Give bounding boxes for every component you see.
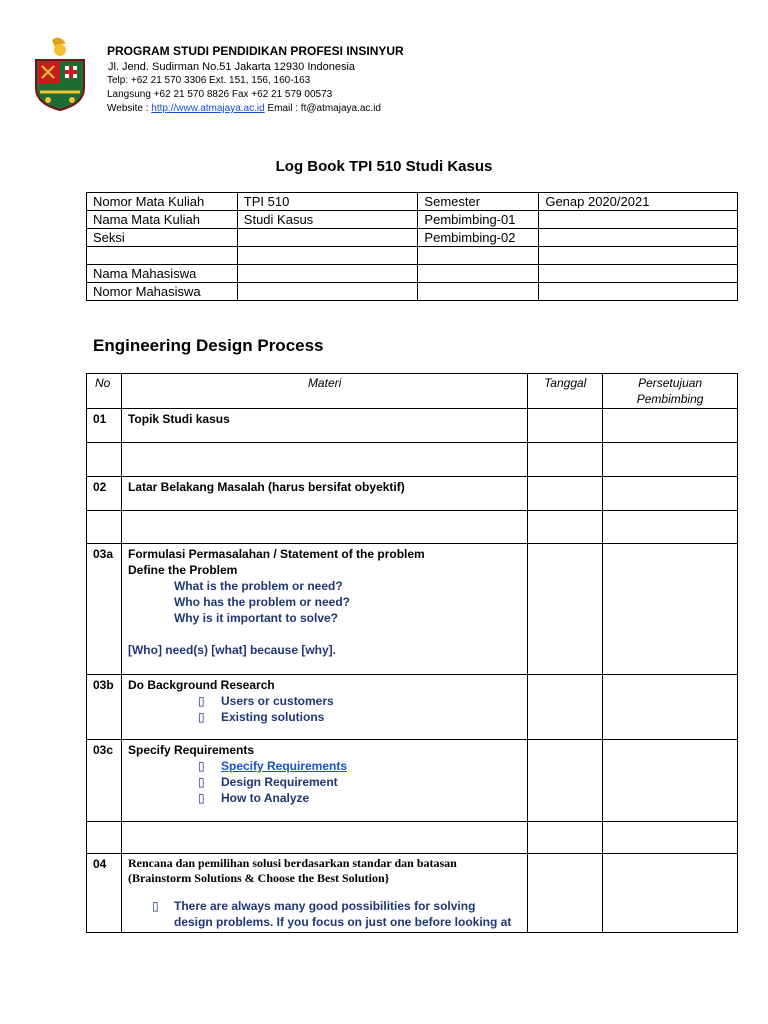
tanggal-cell[interactable] [528, 477, 603, 511]
course-info-table [86, 192, 738, 301]
letterhead [107, 44, 404, 116]
list-item: ▯ Users or customers [197, 694, 334, 708]
website-link[interactable]: http://www.atmajaya.ac.id [151, 103, 265, 114]
table-cell [418, 283, 539, 301]
website-label: Website : [107, 103, 149, 114]
table-header-row [87, 374, 738, 409]
row-materi [121, 544, 527, 675]
row-number: 02 [87, 477, 122, 511]
approval-cell[interactable] [603, 822, 738, 854]
list-item: ▯ There are always many good possibilities for solving [151, 899, 476, 913]
telp: Telp: +62 21 570 3306 Ext. 151, 156, 160-163 [107, 75, 311, 86]
row-materi[interactable] [121, 511, 527, 544]
define-problem-title: Define the Problem [127, 563, 238, 577]
row-materi[interactable] [121, 822, 527, 854]
tanggal-cell[interactable] [528, 511, 603, 544]
table-cell: Nomor Mahasiswa [87, 283, 238, 301]
table-row [87, 283, 738, 301]
row-number [87, 511, 122, 544]
table-cell: Nama Mata Kuliah [87, 211, 238, 229]
document-title: Log Book TPI 510 Studi Kasus [275, 158, 493, 175]
row-number: 03c [87, 740, 122, 822]
section-title: Engineering Design Process [93, 336, 324, 355]
specify-requirements-link[interactable]: Specify Requirements [220, 759, 348, 773]
row-number: 03b [87, 675, 122, 740]
table-cell [237, 229, 418, 247]
table-row [87, 211, 738, 229]
email: Email : ft@atmajaya.ac.id [267, 103, 381, 114]
table-row [87, 409, 738, 443]
row-materi [121, 854, 527, 933]
solution-plan-title: Rencana dan pemilihan solusi berdasarkan standar dan batasan [127, 856, 457, 870]
question-3: Why is it important to solve? [173, 611, 338, 625]
row-materi[interactable] [121, 443, 527, 477]
table-row [87, 247, 738, 265]
row-materi: Latar Belakang Masalah (harus bersifat obyektif) [121, 477, 527, 511]
tanggal-cell[interactable] [528, 544, 603, 675]
table-cell: Seksi [87, 229, 238, 247]
square-bullet-icon: ▯ [197, 710, 205, 724]
table-cell [237, 247, 418, 265]
approval-cell[interactable] [603, 544, 738, 675]
list-item: ▯ Design Requirement [197, 775, 338, 789]
col-header-tanggal: Tanggal [528, 374, 603, 409]
table-row [87, 443, 738, 477]
approval-cell[interactable] [603, 409, 738, 443]
table-cell [418, 265, 539, 283]
background-research-title: Do Background Research [127, 678, 275, 692]
org-name: PROGRAM STUDI PENDIDIKAN PROFESI INSINYUR [107, 44, 404, 58]
table-cell: Pembimbing-02 [418, 229, 539, 247]
table-cell: Nomor Mata Kuliah [87, 193, 238, 211]
table-row [87, 544, 738, 675]
table-cell: Genap 2020/2021 [539, 193, 738, 211]
approval-cell[interactable] [603, 740, 738, 822]
table-row [87, 675, 738, 740]
square-bullet-icon: ▯ [197, 759, 205, 773]
bullet-continuation: design problems. If you focus on just one before looking at [173, 915, 512, 929]
tanggal-cell[interactable] [528, 822, 603, 854]
square-bullet-icon: ▯ [197, 775, 205, 789]
table-cell [539, 247, 738, 265]
tanggal-cell[interactable] [528, 675, 603, 740]
approval-cell[interactable] [603, 675, 738, 740]
langsung: Langsung +62 21 570 8826 Fax +62 21 579 00573 [107, 89, 333, 100]
table-cell [418, 247, 539, 265]
question-1: What is the problem or need? [173, 579, 343, 593]
tanggal-cell[interactable] [528, 854, 603, 933]
table-row [87, 193, 738, 211]
brainstorm-title: (Brainstorm Solutions & Choose the Best Solution} [127, 871, 390, 885]
col-header-no: No [87, 374, 122, 409]
tanggal-cell[interactable] [528, 409, 603, 443]
col-header-materi: Materi [121, 374, 527, 409]
row-materi [121, 740, 527, 822]
list-item: ▯ How to Analyze [197, 791, 310, 805]
approval-cell[interactable] [603, 854, 738, 933]
problem-formula: [Who] need(s) [what] because [why]. [127, 643, 336, 657]
tanggal-cell[interactable] [528, 443, 603, 477]
table-cell: Studi Kasus [237, 211, 418, 229]
address: Jl. Jend. Sudirman No.51 Jakarta 12930 Indonesia [108, 61, 356, 73]
table-row [87, 265, 738, 283]
table-cell [539, 283, 738, 301]
table-cell: Semester [418, 193, 539, 211]
website-line [107, 102, 404, 116]
tanggal-cell[interactable] [528, 740, 603, 822]
approval-cell[interactable] [603, 443, 738, 477]
col-header-persetujuan: Persetujuan Pembimbing [603, 374, 738, 409]
row-number: 01 [87, 409, 122, 443]
square-bullet-icon: ▯ [197, 791, 205, 805]
table-cell: Pembimbing-01 [418, 211, 539, 229]
list-item [128, 758, 521, 774]
row-materi: Topik Studi kasus [121, 409, 527, 443]
table-row [87, 477, 738, 511]
university-crest-logo [32, 36, 88, 112]
specify-requirements-title: Specify Requirements [127, 743, 255, 757]
row-number [87, 822, 122, 854]
square-bullet-icon: ▯ [151, 899, 159, 913]
approval-cell[interactable] [603, 511, 738, 544]
approval-cell[interactable] [603, 477, 738, 511]
table-row [87, 511, 738, 544]
list-item: ▯ Existing solutions [197, 710, 325, 724]
row-materi [121, 675, 527, 740]
row-number: 04 [87, 854, 122, 933]
problem-statement-title: Formulasi Permasalahan / Statement of the problem [127, 547, 425, 561]
square-bullet-icon: ▯ [197, 694, 205, 708]
table-row [87, 229, 738, 247]
table-row [87, 740, 738, 822]
table-cell: TPI 510 [237, 193, 418, 211]
table-row [87, 822, 738, 854]
table-cell [87, 247, 238, 265]
table-cell [539, 265, 738, 283]
log-table [86, 373, 738, 933]
table-cell [237, 265, 418, 283]
row-number [87, 443, 122, 477]
table-cell [539, 229, 738, 247]
table-cell [539, 211, 738, 229]
row-number: 03a [87, 544, 122, 675]
table-cell: Nama Mahasiswa [87, 265, 238, 283]
question-2: Who has the problem or need? [173, 595, 350, 609]
table-row [87, 854, 738, 933]
table-cell [237, 283, 418, 301]
